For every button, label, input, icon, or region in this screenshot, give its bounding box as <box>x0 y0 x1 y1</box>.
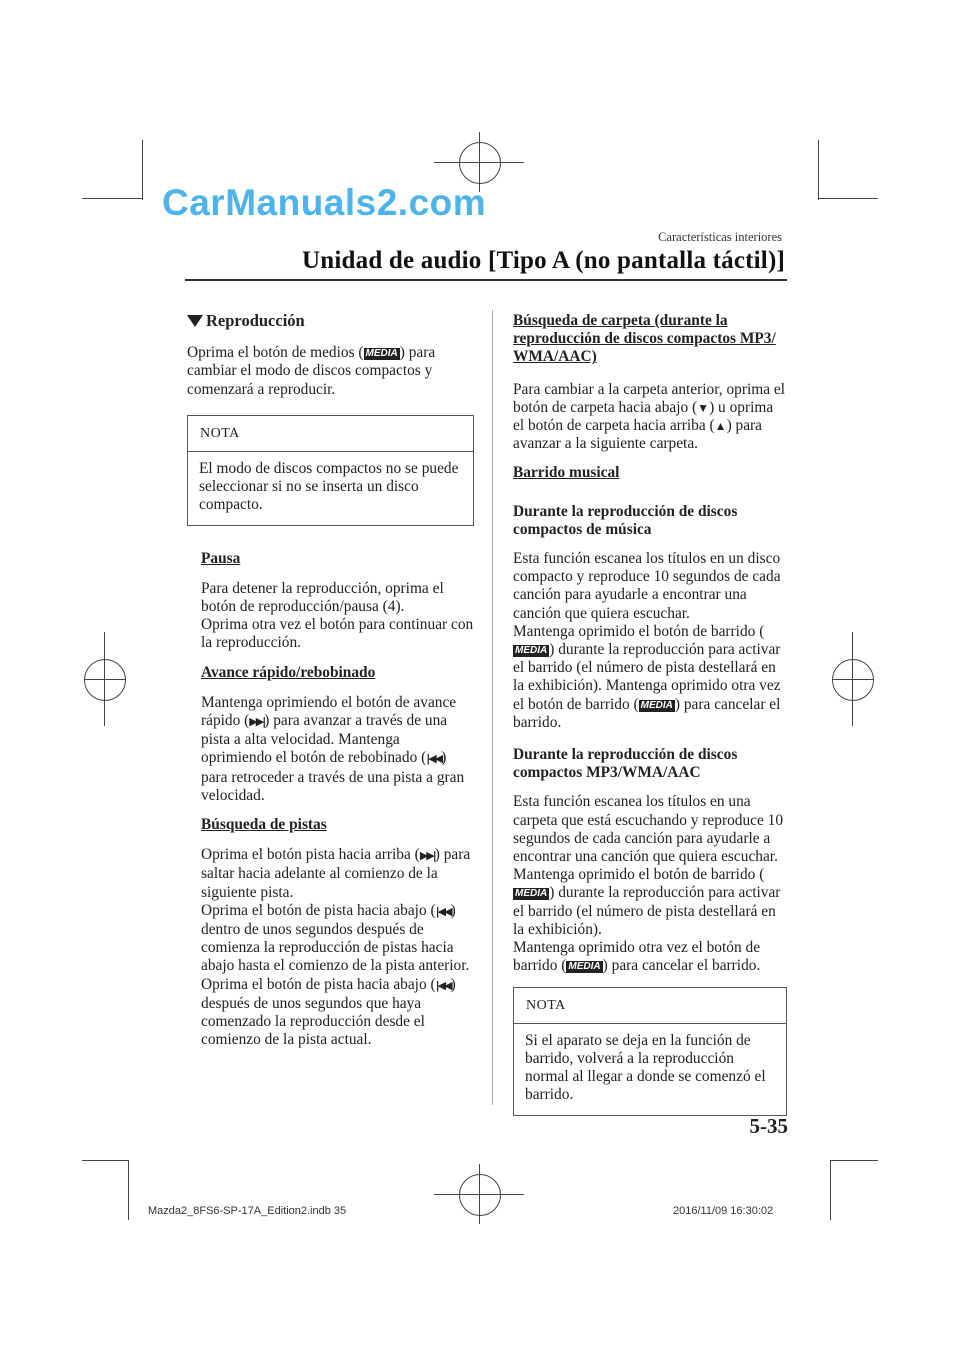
note-label: NOTA <box>514 988 786 1024</box>
media-button-icon: MEDIA <box>640 699 673 711</box>
section-label: Características interiores <box>658 230 782 244</box>
pausa-text-2: Oprima otra vez el botón para continuar con la reproducción. <box>201 616 474 652</box>
footer-date: 2016/11/09 16:30:02 <box>673 1205 774 1217</box>
busqueda-text-3: Oprima el botón de pista hacia abajo (|◀◀) después de unos segundos que haya comenzado la reproducción desde el comienzo de la pista actual. <box>201 975 456 1049</box>
page-title: Unidad de audio [Tipo A (no pantalla táctil)] <box>302 247 785 274</box>
right-column <box>513 312 787 1138</box>
carpeta-text: Para cambiar a la carpeta anterior, oprima el botón de carpeta hacia abajo (▼) u oprima el botón de carpeta hacia arriba (▲) para avanzar a la siguiente carpeta. <box>513 380 785 453</box>
media-button-icon: MEDIA <box>568 961 601 973</box>
intro-paragraph: Oprima el botón de medios ( MEDIA ) para cambiar el modo de discos compactos y comenzará a reproducir. <box>187 344 436 398</box>
busqueda-text-1: Oprima el botón pista hacia arriba (▶▶|) para saltar hacia adelante al comienzo de la siguiente pista. <box>201 846 471 901</box>
watermark: CarManuals2.com <box>162 182 487 223</box>
mp3-text-1: Esta función escanea los títulos en una carpeta que está escuchando y reproduce 10 segundos de cada canción para ayudarle a encontrar una canción que quiera escuchar. Mantenga oprimido el botón de barrido (MEDIA ) durante la reproducción para activar el barrido (el número de pista destellará en la exhibición). <box>513 793 784 938</box>
cd-heading: Durante la reproducción de discos compactos de música <box>513 502 738 538</box>
subheading-avance: Avance rápido/rebobinado <box>201 663 376 681</box>
note-label: NOTA <box>188 416 473 452</box>
track-down-icon: |◀◀ <box>435 904 451 918</box>
note-box <box>513 987 787 1116</box>
column-divider <box>492 310 493 1105</box>
subheading-busqueda: Búsqueda de pistas <box>201 816 327 834</box>
left-column <box>187 312 474 1061</box>
note-text: El modo de discos compactos no se puede seleccionar si no se inserta un disco compacto. <box>199 460 459 514</box>
down-triangle-icon: ▼ <box>697 400 710 415</box>
fast-forward-icon: ▶▶| <box>249 715 265 729</box>
note-text: Si el aparato se deja en la función de barrido, volverá a la reproducción normal al llegar a donde se comenzó el barrido. <box>525 1031 766 1104</box>
avance-text: Mantenga oprimiendo el botón de avance rápido (▶▶|) para avanzar a través de una pista a alta velocidad. Mantenga oprimiendo el botón de rebobinado (|◀◀) para retroceder a través de una pista a gran velocidad. <box>201 693 465 804</box>
media-button-icon: MEDIA <box>515 645 548 657</box>
cd-text-1: Esta función escanea los títulos en un disco compacto y reproduce 10 segundos de cada canción para ayudarle a encontrar una canción que quiera escuchar. <box>513 550 781 622</box>
mp3-text-2: Mantenga oprimido otra vez el botón de barrido ( MEDIA ) para cancelar el barrido. <box>513 939 761 975</box>
subheading-carpeta: Búsqueda de carpeta (durante la reproducción de discos compactos MP3/ WMA/AAC) <box>513 312 776 366</box>
track-down-icon: |◀◀ <box>435 978 451 992</box>
track-up-icon: ▶▶| <box>419 849 435 863</box>
rewind-icon: |◀◀ <box>426 752 442 766</box>
footer-file: Mazda2_8FS6-SP-17A_Edition2.indb 35 <box>148 1205 347 1217</box>
media-button-icon: MEDIA <box>365 348 398 360</box>
page-number: 5-35 <box>749 1114 788 1138</box>
heading-reproduccion: Reproducción <box>187 312 474 330</box>
pausa-text: Para detener la reproducción, oprima el botón de reproducción/pausa (4). <box>201 579 444 616</box>
subheading-pausa: Pausa <box>201 549 241 567</box>
triangle-bullet-icon <box>187 315 203 327</box>
up-triangle-icon: ▲ <box>714 419 727 434</box>
mp3-heading: Durante la reproducción de discos compactos MP3/WMA/AAC <box>513 746 738 782</box>
title-rule <box>185 279 787 281</box>
media-button-icon: MEDIA <box>515 888 548 900</box>
subheading-barrido: Barrido musical <box>513 464 620 482</box>
note-box <box>187 415 474 526</box>
cd-text-2: Mantenga oprimido el botón de barrido (MEDIA ) durante la reproducción para activar el barrido (el número de pista destellará en la exhibición). Mantenga oprimido otra vez el botón de barrido ( MEDIA ) para cancelar el barrido. <box>513 622 781 731</box>
busqueda-text-2: Oprima el botón de pista hacia abajo (|◀◀) dentro de unos segundos después de comienza la reproducción de pistas hacia abajo hasta el comienzo de la pista anterior. <box>201 901 470 975</box>
